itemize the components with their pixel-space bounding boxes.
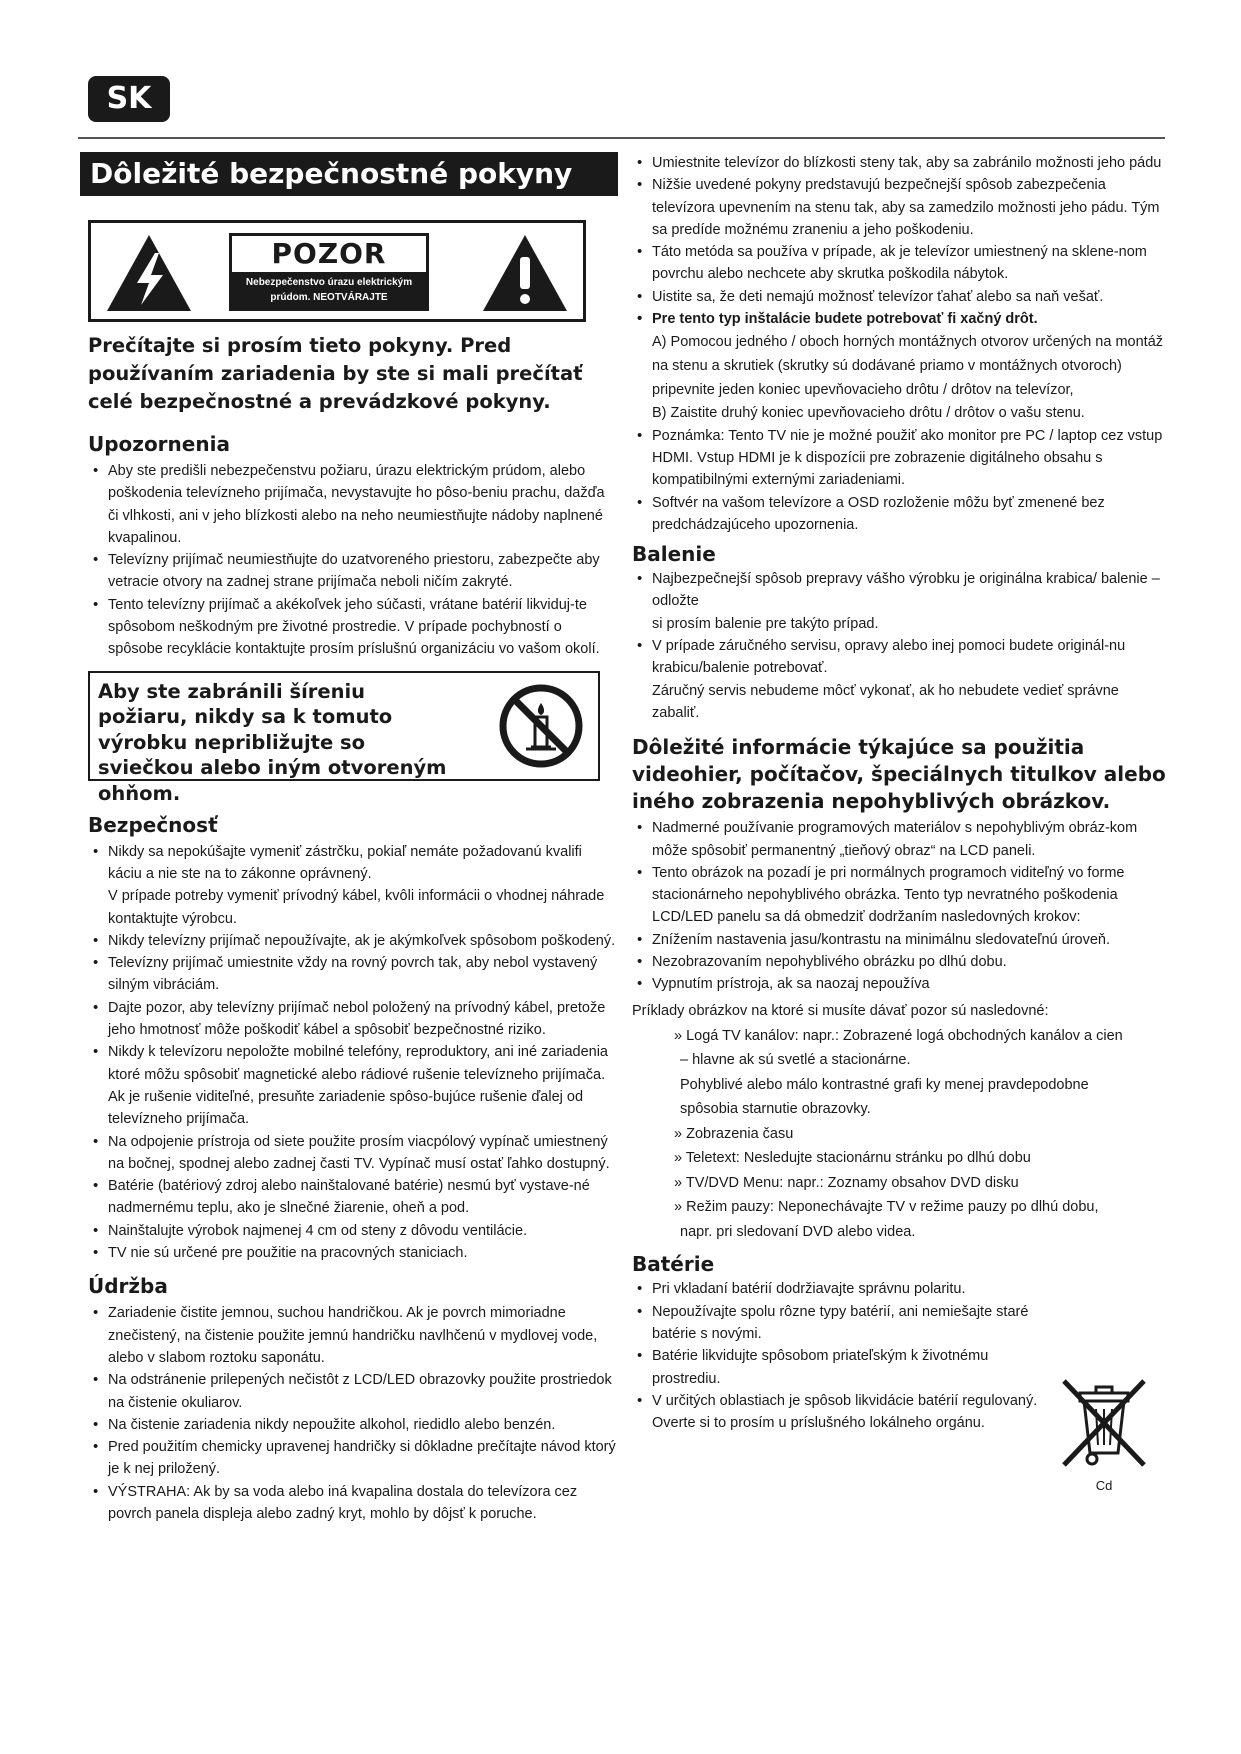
- list-item: • Nikdy televízny prijímač nepoužívajte, ak je akýmkoľvek spôsobom poškodený.: [88, 930, 618, 952]
- examples-list: [632, 1024, 1170, 1245]
- example-line: spôsobia starnutie obrazovky.: [680, 1101, 871, 1118]
- section-heading-udrzba: Údržba: [88, 1274, 168, 1299]
- list-item: • Nikdy k televízoru nepoložte mobilné telefóny, reproduktory, ani iné zariadenia ktoré môžu spôsobiť magnetické alebo rádiové rušenie televízneho prijímača. Ak je rušenie viditeľné, presuňte zariadenie spôso-bujúce rušenie ďalej od televízneho prijímača.: [88, 1041, 618, 1130]
- section-heading-upozornenia: Upozornenia: [88, 432, 230, 456]
- caution-subtitle-line: Nebezpečenstvo úrazu elektrickým: [245, 277, 413, 288]
- list-item-text: Záručný servis nebudeme môcť vykonať, ak ho nebudete vedieť správne zabaliť.: [652, 682, 1119, 721]
- caution-subtitle: [232, 272, 426, 308]
- note-list: [632, 425, 1170, 536]
- upozornenia-list: [88, 460, 618, 661]
- list-item: • Táto metóda sa používa v prípade, ak je televízor umiestnený na sklene-nom povrchu alebo nechcete aby skrutka poškodila nábytok.: [632, 241, 1170, 286]
- caution-title: POZOR: [271, 237, 387, 270]
- examples-intro: Príklady obrázkov na ktoré si musíte dávať pozor sú nasledovné:: [632, 1002, 1049, 1019]
- left-column: [80, 152, 618, 1525]
- list-item: [632, 568, 1170, 635]
- list-item: • Nainštalujte výrobok najmenej 4 cm od steny z dôvodu ventilácie.: [88, 1220, 618, 1242]
- exclamation-warning-icon: [481, 233, 569, 313]
- example-line: » Zobrazenia času: [674, 1125, 794, 1142]
- list-item: • Uistite sa, že deti nemajú možnosť televízor ťahať alebo sa naň vešať.: [632, 286, 1170, 308]
- mount-step-b: B) Zaistite druhý koniec upevňovacieho drôtu / drôtov o vašu stenu.: [652, 405, 1085, 422]
- example-line: » Režim pauzy: Neponechávajte TV v režime pauzy po dlhú dobu,: [674, 1199, 1099, 1216]
- list-item: • Tento obrázok na pozadí je pri normálnych programoch viditeľný vo forme stacionárneho nepohyblivého obrázka. Tento typ nevratného poškodenia LCD/LED panelu sa dá obmedziť dodržaním nasledovných krokov:: [632, 862, 1170, 929]
- caution-panel: [229, 233, 429, 311]
- videohry-list: [632, 817, 1170, 995]
- example-line: » TV/DVD Menu: napr.: Zoznamy obsahov DVD disku: [674, 1174, 1019, 1191]
- weee-label: Cd: [1095, 1478, 1113, 1493]
- list-item: • Dajte pozor, aby televízny prijímač nebol položený na prívodný kábel, pretože jeho hmotnosť môže poškodiť kábel a spôsobiť bezpečnostné riziko.: [88, 997, 618, 1042]
- section-heading-baterie: Batérie: [632, 1252, 715, 1277]
- no-open-flame-icon: [498, 683, 584, 769]
- list-item: • Nadmerné používanie programových materiálov s nepohyblivým obráz-kom môže spôsobiť permanentný „tieňový obraz“ na LCD paneli.: [632, 817, 1170, 862]
- list-item: • Na čistenie zariadenia nikdy nepoužite alkohol, riedidlo alebo benzén.: [88, 1414, 618, 1436]
- list-item: • V určitých oblastiach je spôsob likvidácie batérií regulovaný. Overte si to prosím u príslušného lokálneho orgánu.: [632, 1390, 1042, 1435]
- list-item: • Tento televízny prijímač a akékoľvek jeho súčasti, vrátane batérií likviduj-te spôsobom neškodným pre životné prostredie. V prípade pochybností o spôsobe recyklácie kontaktujte prosím príslušnú organizáciu vo vašom okolí.: [88, 594, 618, 661]
- list-item: • Nepoužívajte spolu rôzne typy batérií, ani nemiešajte staré batérie s novými.: [632, 1301, 1042, 1346]
- baterie-list: [632, 1278, 1042, 1434]
- list-item: • Poznámka: Tento TV nie je možné použiť ako monitor pre PC / laptop cez vstup HDMI. Vstup HDMI je k dispozícii pre zobrazenie digitálneho obsahu s kompatibilnými externými zariadeniami.: [632, 425, 1170, 492]
- electric-shock-icon: [105, 233, 193, 313]
- example-line: Pohyblivé alebo málo kontrastné grafi ky menej pravdepodobne: [680, 1076, 1089, 1093]
- mount-step-a: A) Pomocou jedného / oboch horných montážnych otvorov určených na montáž na stenu a skrutiek (skrutky sú dodávané priamo v montážnych otvoroch) pripevnite jeden koniec upevňovacieho drôtu / drôtov na televízor,: [652, 334, 1164, 399]
- list-item-text: V prípade potreby vymeniť prívodný kábel, kvôli informácii o vhodnej náhrade kontaktujte výrobcu.: [108, 888, 605, 927]
- list-item: • Televízny prijímač neumiestňujte do uzatvoreného priestoru, zabezpečte aby vetracie otvory na zadnej strane prijímača neboli ničím zakryté.: [88, 549, 618, 594]
- list-item: • VÝSTRAHA: Ak by sa voda alebo iná kvapalina dostala do televízora cez povrch panela displeja alebo zadný kryt, mohlo by dôjsť k poruche.: [88, 1481, 618, 1526]
- list-item: • TV nie sú určené pre použitie na pracovných staniciach.: [88, 1242, 618, 1264]
- list-item: • Zariadenie čistite jemnou, suchou handričkou. Ak je povrch mimoriadne znečistený, na čistenie použite jemnú handričku navlhčenú v mydlovej vode, alebo v slabom roztoku saponátu.: [88, 1302, 618, 1369]
- section-heading-bezpecnost: Bezpečnosť: [88, 812, 218, 837]
- crossed-bin-icon: [1058, 1375, 1150, 1471]
- list-item-text: si prosím balenie pre takýto prípad.: [652, 615, 879, 632]
- list-item: • Pri vkladaní batérií dodržiavajte správnu polaritu.: [632, 1278, 1042, 1300]
- weee-crossed-bin-symbol: [1058, 1375, 1150, 1495]
- list-item: • Nezobrazovaním nepohyblivého obrázku po dlhú dobu.: [632, 951, 1170, 973]
- example-line: – hlavne ak sú svetlé a stacionárne.: [680, 1052, 911, 1069]
- example-line: napr. pri sledovaní DVD alebo videa.: [680, 1223, 916, 1240]
- section-heading-videohry: Dôležité informácie týkajúce sa použitia videohier, počítačov, špeciálnych titulkov alebo iného zobrazenia nepohyblivých obrázkov.: [632, 735, 1166, 814]
- list-item-text: V prípade záručného servisu, opravy alebo inej pomoci budete originál-nu krabicu/balenie potrebovať.: [652, 638, 1126, 677]
- page-title: Dôležité bezpečnostné pokyny: [80, 152, 618, 196]
- list-item: • Na odpojenie prístroja od siete použite prosím viacpólový vypínač umiestnený na bočnej, spodnej alebo zadnej časti TV. Vypínač musí ostať ľahko dostupný.: [88, 1131, 618, 1176]
- caution-subtitle-line: prúdom. NEOTVÁRAJTE: [270, 292, 388, 303]
- list-item: • Pred použitím chemicky upravenej handričky si dôkladne prečítajte návod ktorý je k nej priložený.: [88, 1436, 618, 1481]
- bezpecnost-list: [88, 841, 618, 1265]
- list-item: • Softvér na vašom televízore a OSD rozloženie môžu byť zmenené bez predchádzajúceho upozornenia.: [632, 492, 1170, 537]
- header-divider: [78, 137, 1165, 139]
- list-item: • Batérie (batériový zdroj alebo nainštalované batérie) nesmú byť vystave-né nadmernému teplu, ako je slnečné žiarenie, oheň a pod.: [88, 1175, 618, 1220]
- montaz-list: [632, 152, 1170, 330]
- language-badge: SK: [88, 76, 170, 122]
- intro-text: Prečítajte si prosím tieto pokyny. Pred používaním zariadenia by ste si mali prečítať celé bezpečnostné a prevádzkové pokyny.: [88, 334, 583, 413]
- list-item: • Umiestnite televízor do blízkosti steny tak, aby sa zabránilo možnosti jeho pádu: [632, 152, 1170, 174]
- example-line: » Logá TV kanálov: napr.: Zobrazené logá obchodných kanálov a cien: [674, 1027, 1123, 1044]
- list-item-bold: • Pre tento typ inštalácie budete potrebovať fi xačný drôt.: [632, 308, 1170, 330]
- list-item-text: Nikdy sa nepokúšajte vymeniť zástrčku, pokiaľ nemáte požadovanú kvalifi káciu a nie ste na to zákonne oprávnený.: [108, 843, 582, 882]
- list-item: [88, 841, 618, 930]
- list-item: • Nižšie uvedené pokyny predstavujú bezpečnejší spôsob zabezpečenia televízora upevnením na stenu tak, aby sa zamedzilo možnosti jeho pádu. Tým sa predíde možnému zraneniu a jeho poškodeniu.: [632, 174, 1170, 241]
- fire-warning-box: [88, 671, 600, 805]
- section-heading-balenie: Balenie: [632, 542, 716, 567]
- fire-warning-text: Aby ste zabránili šíreniu požiaru, nikdy sa k tomuto výrobku nepribližujte so sviečkou alebo iným otvoreným ohňom.: [98, 679, 447, 805]
- udrzba-list: [88, 1302, 618, 1525]
- list-item: • Aby ste predišli nebezpečenstvu požiaru, úrazu elektrickým prúdom, alebo poškodenia televízneho prijímača, nevystavujte ho pôso-beniu prachu, dažďa či vlhkosti, ani v jeho blízkosti alebo na neho neumiestňujte nádoby naplnené kvapalinou.: [88, 460, 618, 549]
- example-line: » Teletext: Nesledujte stacionárnu stránku po dlhú dobu: [674, 1150, 1031, 1167]
- list-item: • Znížením nastavenia jasu/kontrastu na minimálnu sledovateľnú úroveň.: [632, 929, 1170, 951]
- list-item: [632, 635, 1170, 724]
- list-item-text: Najbezpečnejší spôsob prepravy vášho výrobku je originálna krabica/ balenie – odložte: [652, 571, 1160, 610]
- list-item: • Vypnutím prístroja, ak sa naozaj nepoužíva: [632, 973, 1170, 995]
- caution-label: [88, 220, 586, 322]
- list-item: • Televízny prijímač umiestnite vždy na rovný povrch tak, aby nebol vystavený silným vibráciám.: [88, 952, 618, 997]
- list-item: • Na odstránenie prilepených nečistôt z LCD/LED obrazovky použite prostriedok na čistenie okuliarov.: [88, 1369, 618, 1414]
- right-column: [632, 152, 1170, 1434]
- balenie-list: [632, 568, 1170, 724]
- list-item: • Batérie likvidujte spôsobom priateľským k životnému prostrediu.: [632, 1345, 1042, 1390]
